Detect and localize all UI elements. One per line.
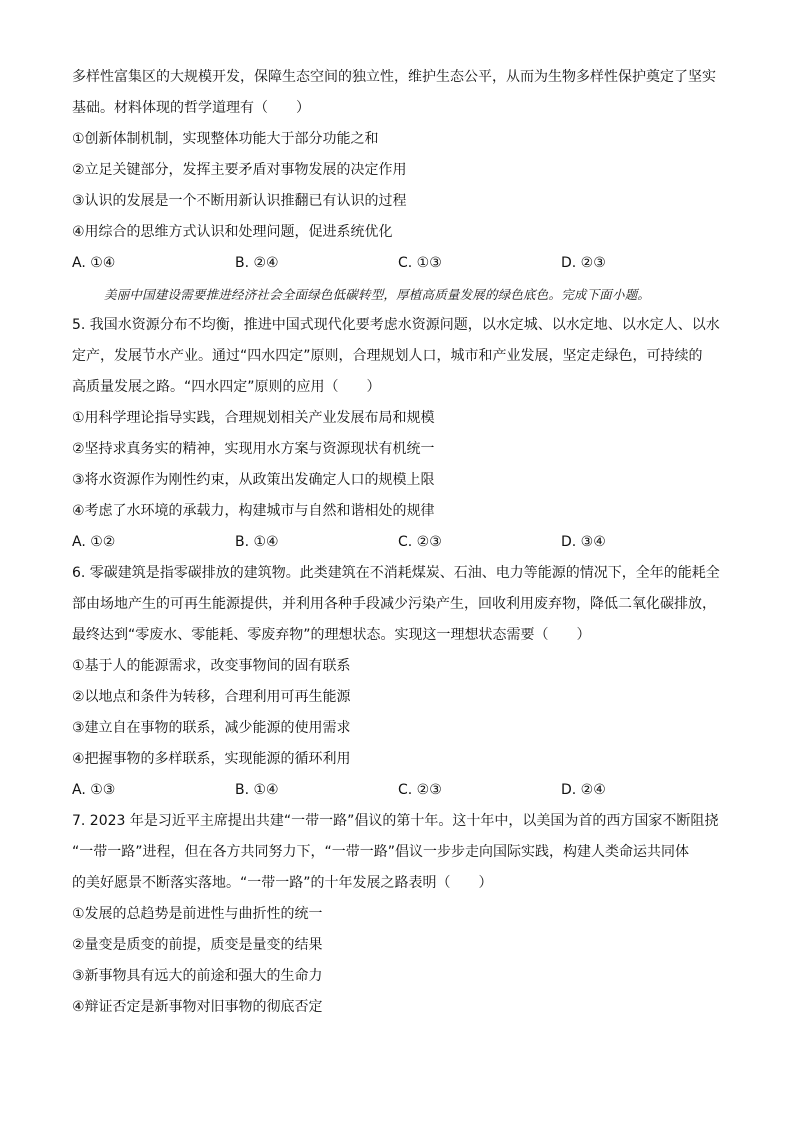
statement-1: ①创新体制机制，实现整体功能大于部分功能之和 (72, 131, 379, 147)
question-text-line: 7. 2023 年是习近平主席提出共建“一带一路”倡议的第十年。这十年中，以美国为首的西方国家不断阻挠 (72, 813, 719, 829)
statement-3: ③认识的发展是一个不断用新认识推翻已有认识的过程 (72, 193, 407, 209)
option-c: C. ②③ (398, 534, 442, 550)
question-text-line: 高质量发展之路。“四水四定”原则的应用（ ） (72, 379, 381, 395)
statement-4: ④考虑了水环境的承载力，构建城市与自然和谐相处的规律 (72, 503, 435, 519)
question-text-line: 部由场地产生的可再生能源提供，并利用各种手段减少污染产生，回收利用废弃物，降低二氧化碳排放， (72, 596, 716, 612)
statement-2: ②以地点和条件为转移，合理利用可再生能源 (72, 689, 351, 705)
question-text-line: 5. 我国水资源分布不均衡，推进中国式现代化要考虑水资源问题，以水定城、以水定地、以水定人、以水 (72, 317, 720, 333)
option-a: A. ①③ (72, 782, 116, 798)
statement-1: ①用科学理论指导实践，合理规划相关产业发展布局和规模 (72, 410, 435, 426)
statement-4: ④用综合的思维方式认识和处理问题，促进系统优化 (72, 224, 393, 240)
statement-2: ②坚持求真务实的精神，实现用水方案与资源现状有机统一 (72, 441, 435, 457)
question-text-line: 多样性富集区的大规模开发，保障生态空间的独立性，维护生态公平，从而为生物多样性保护奠定了坚实 (72, 69, 716, 85)
statement-2: ②立足关键部分，发挥主要矛盾对事物发展的决定作用 (72, 162, 407, 178)
statement-3: ③建立自在事物的联系，减少能源的使用需求 (72, 720, 351, 736)
option-c: C. ②③ (398, 782, 442, 798)
exam-page (72, 62, 724, 1023)
option-b: B. ①④ (235, 782, 279, 798)
option-b: B. ①④ (235, 534, 279, 550)
question-text-line: 6. 零碳建筑是指零碳排放的建筑物。此类建筑在不消耗煤炭、石油、电力等能源的情况下，全年的能耗全 (72, 565, 720, 581)
option-d: D. ③④ (561, 534, 606, 550)
statement-4: ④辩证否定是新事物对旧事物的彻底否定 (72, 999, 323, 1015)
statement-1: ①基于人的能源需求，改变事物间的固有联系 (72, 658, 351, 674)
section-intro: 美丽中国建设需要推进经济社会全面绿色低碳转型，厚植高质量发展的绿色底色。完成下面小题。 (104, 287, 651, 302)
question-text-line: 基础。材料体现的哲学道理有（ ） (72, 100, 310, 116)
option-c: C. ①③ (398, 255, 442, 271)
question-5 (72, 310, 724, 558)
answer-options (72, 775, 724, 806)
question-4-tail (72, 62, 724, 279)
option-a: A. ①④ (72, 255, 116, 271)
question-text-line: 定产，发展节水产业。通过“四水四定”原则，合理规划人口，城市和产业发展，坚定走绿色，可持续的 (72, 348, 703, 364)
question-7 (72, 806, 724, 1023)
answer-options (72, 248, 724, 279)
question-6 (72, 558, 724, 806)
statement-1: ①发展的总趋势是前进性与曲折性的统一 (72, 906, 323, 922)
statement-4: ④把握事物的多样联系，实现能源的循环利用 (72, 751, 351, 767)
option-a: A. ①② (72, 534, 116, 550)
statement-3: ③新事物具有远大的前途和强大的生命力 (72, 968, 323, 984)
answer-options (72, 527, 724, 558)
option-d: D. ②③ (561, 255, 606, 271)
option-b: B. ②④ (235, 255, 279, 271)
question-text-line: “一带一路”进程，但在各方共同努力下，“一带一路”倡议一步步走向国际实践，构建人类命运共同体 (72, 844, 690, 860)
option-d: D. ②④ (561, 782, 606, 798)
statement-2: ②量变是质变的前提，质变是量变的结果 (72, 937, 323, 953)
question-text-line: 的美好愿景不断落实落地。“一带一路”的十年发展之路表明（ ） (72, 875, 493, 891)
statement-3: ③将水资源作为刚性约束，从政策出发确定人口的规模上限 (72, 472, 435, 488)
question-text-line: 最终达到“零废水、零能耗、零废弃物”的理想状态。实现这一理想状态需要（ ） (72, 627, 591, 643)
